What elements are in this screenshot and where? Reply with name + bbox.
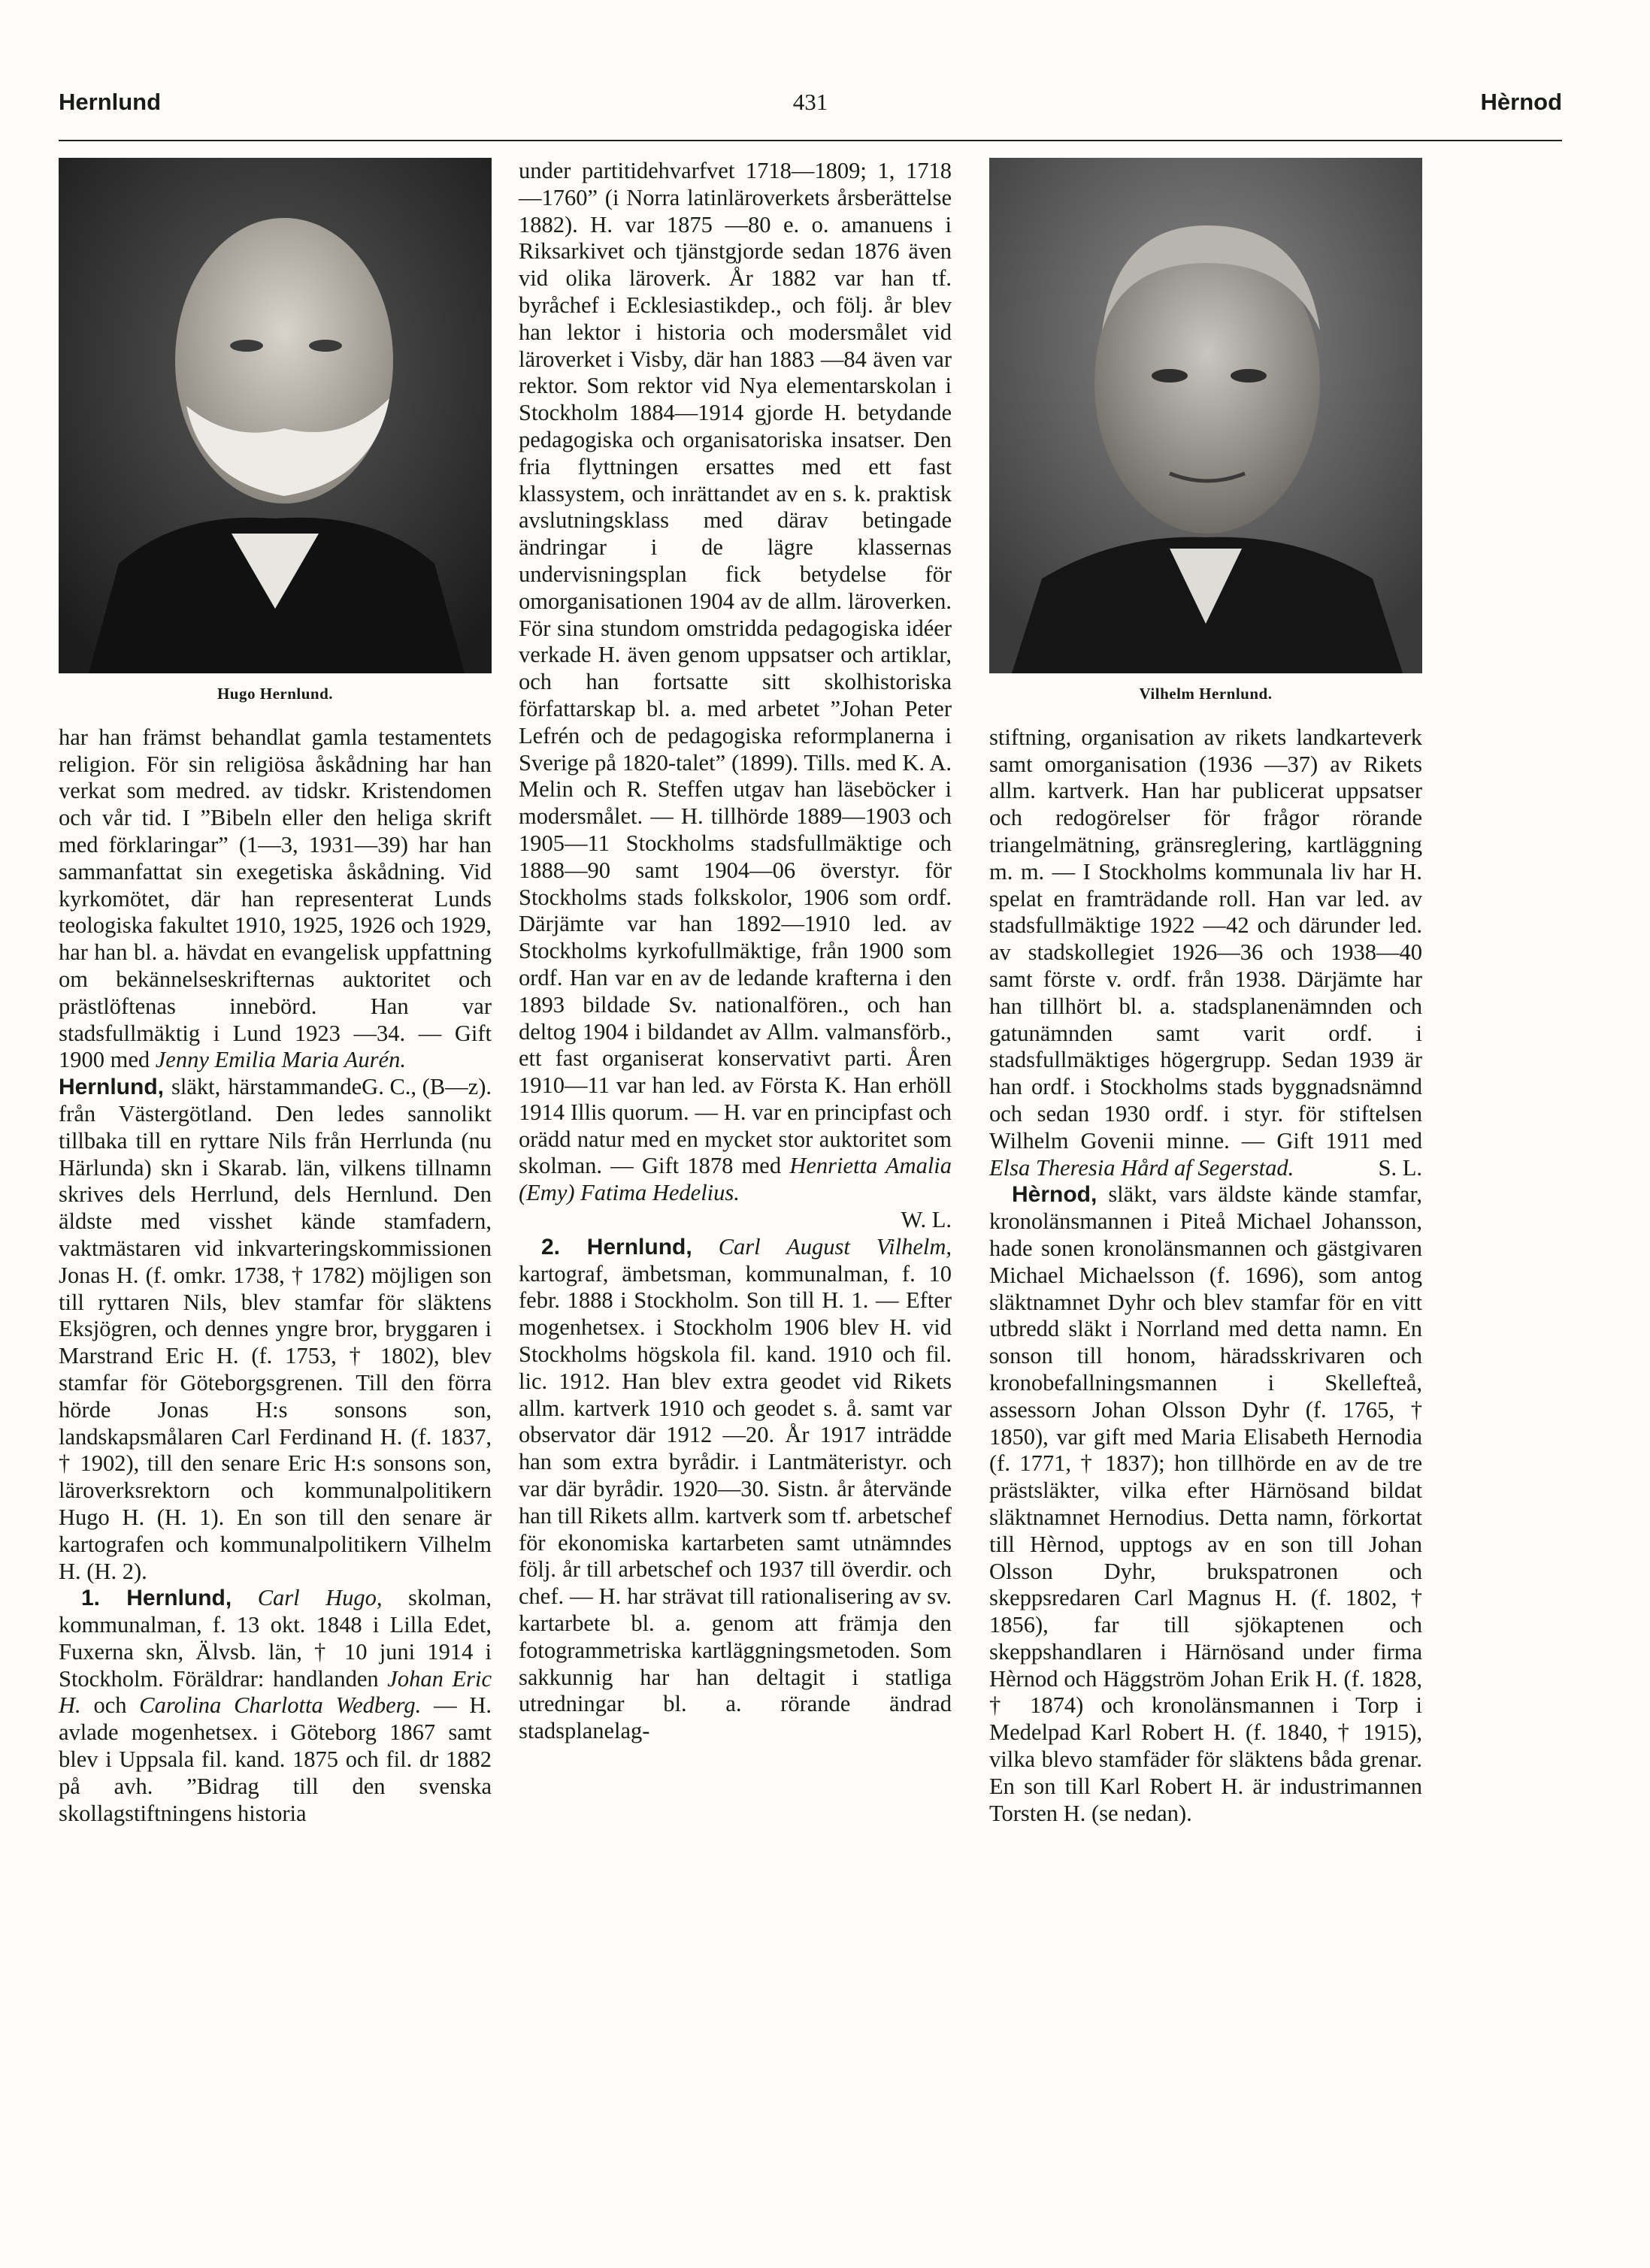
running-header [59,89,1562,134]
column-right [989,158,1422,1827]
header-right-title: Hèrnod [1480,89,1562,115]
portrait-hugo-hernlund [59,158,492,673]
paragraph: 2. Hernlund, Carl August Vilhelm, kartograf, ämbetsman, kommunalman, f. 10 febr. 1888 i Stockholm. Son till H. 1. — Efter mogenhetsex. i Stockholm 1906 blev H. vid Stockholms högskola fil. kand. 1910 och fil. lic. 1912. Han blev extra geodet vid Rikets allm. kartverk 1910 och geodet s. å. samt var observator där 1912 —20. År 1917 inträdde han som extra byrådir. i Lantmäteristyr. och var där byrådir. 1920—30. Sistn. år återvände han till Rikets allm. kartverk som tf. arbetschef för ekonomiska kartarbeten samt utnämndes följ. år till arbetschef och 1937 till överdir. och chef. — H. har strävat till rationalisering av sv. kartarbete bl. a. genom att främja den fotogrammetriska kartläggningsmetoden. Som sakkunnig har han deltagit i statliga utredningar bl. a. rörande ändrad stadsplanelag- [519,1233,952,1744]
paragraph: under partitidehvarfvet 1718—1809; 1, 1718—1760” (i Norra latinläroverkets årsberättelse 1882). H. var 1875 —80 e. o. amanuens i Riksarkivet och tjänstgjorde sedan 1876 även vid olika läroverk. År 1882 var han tf. byråchef i Ecklesiastikdep., och följ. år blev han lektor i historia och modersmålet vid läroverket i Visby, där han 1883 —84 även var rektor. Som rektor vid Nya elementarskolan i Stockholm 1884—1914 gjorde H. betydande pedagogiska och organisatoriska insatser. Den fria flyttningen ersattes med ett fast klassystem, och inrättandet av en s. k. praktisk avslutningsklass med därav betingade ändringar i de lägre klassernas undervisningsplan fick betydelse för omorganisationen 1904 av de allm. läroverken. För sina stundom omstridda pedagogiska idéer verkade H. även genom uppsatser och artiklar, och han fortsatte sitt skolhistoriska författarskap bl. a. med arbetet ”Johan Peter Lefrén och de pedagogiska reformplanerna i Sverige på 1820-talet” (1899). Tills. med K. A. Melin och R. Steffen utgav han läseböcker i modersmålet. — H. tillhörde 1889—1903 och 1905—11 Stockholms stadsfullmäktige och 1888—90 samt 1904—06 överstyr. för Stockholms stads folkskolor, 1906 som ordf. Därjämte var han 1892—1910 led. av Stockholms kyrkofullmäktige, från 1900 som ordf. Han var en av de ledande krafterna i den 1893 bildade Sv. nationalfören., och han deltog 1904 i bildandet av Allm. valmansförb., ett fast organiserat konservativt parti. Åren 1910—11 var han led. av Första K. Han erhöll 1914 Illis quorum. — H. var en principfast och orädd natur med en mycket stor auktoritet som skolman. — Gift 1878 med Henrietta Amalia (Emy) Fatima Hedelius. [519,158,952,1206]
caption-hugo: Hugo Hernlund. [216,685,334,703]
paragraph: Hèrnod, släkt, vars äldste kände stamfar, kronolänsmannen i Piteå Michael Johansson, hade sonen kronolänsmannen och gästgivaren Michael Michaelsson (f. 1696), som antog släktnamnet Dyhr och blev stamfar för en vitt utbredd släkt i Norrland med detta namn. En sonson till honom, häradsskrivaren och kronobefallningsmannen i Skellefteå, assessorn Johan Olsson Dyhr (f. 1765, † 1850), var gift med Maria Elisabeth Hernodia (f. 1771, † 1837); hon tillhörde en av de tre prästsläkter, vilka efter Härnösand bildat släktnamnet Hernodius. Detta namn, förkortat till Hèrnod, upptogs av en son till Johan Olsson Dyhr, brukspatronen och skeppsredaren Carl Magnus H. (f. 1802, † 1856), far till sjökaptenen och skeppshandlaren i Härnösand under firma Hèrnod och Häggström Johan Erik H. (f. 1828, † 1874) och kronolänsmannen i Torp i Medelpad Karl Robert H. (f. 1840, † 1915), vilka blevo stamfäder för släktens båda grenar. En son till Karl Robert H. är industrimannen Torsten H. (se nedan). [989,1181,1423,1826]
page-number: 431 [792,89,828,115]
paragraph: har han främst behandlat gamla testamentets religion. För sin religiösa åskådning har han verkat som medred. av tidskr. Kristendomen och vår tid. I ”Bibeln eller den heliga skrift med förklaringar” (1—3, 1931—39) har han sammanfattat sin exegetiska åskådning. Vid kyrkomötet, där han representerat Lunds teologiska fakultet 1910, 1925, 1926 och 1929, har han bl. a. hävdat en evangelisk uppfattning om bekännelseskrifternas auktoritet och prästlöftenas innebörd. Han var stadsfullmäktig i Lund 1923 —34. — Gift 1900 med Jenny Emilia Maria Aurén. G. C., (B—z). [59,724,492,1100]
paragraph: stiftning, organisation av rikets landkarteverk samt omorganisation (1936 —37) av Rikets allm. kartverk. Han har publicerat uppsatser och redogörelser för frågor rörande triangelmätning, gränsreglering, kartläggning m. m. — I Stockholms kommunala liv har H. spelat en framträdande roll. Han var led. av stadsfullmäktige 1922 —42 och därunder led. av stadskollegiet 1926—36 och 1938—40 samt förste v. ordf. från 1938. Därjämte har han tillhört bl. a. stadsplanenämnden och gatunämnden samt varit ordf. i stadsfullmäktiges högergrupp. Sedan 1939 är han ordf. i Stockholms stads byggnadsnämnd och sedan 1930 ordf. i styr. för stiftelsen Wilhelm Govenii minne. — Gift 1911 med Elsa Theresia Hård af Segerstad. S. L. [989,724,1422,1181]
portrait-hugo-image [59,158,492,673]
paragraph: 1. Hernlund, Carl Hugo, skolman, kommunalman, f. 13 okt. 1848 i Lilla Edet, Fuxerna skn, Älvsb. län, † 10 juni 1914 i Stockholm. Föräldrar: handlanden Johan Eric H. och Carolina Charlotta Wedberg. — H. avlade mogenhetsex. i Göteborg 1867 samt blev i Uppsala fil. kand. 1875 och fil. dr 1882 på avh. ”Bidrag till den svenska skollagstiftningens historia [59,1585,492,1826]
column-left [59,158,492,1827]
portrait-vilhelm-image [989,158,1422,673]
signature: W. L. [901,1207,952,1233]
caption-vilhelm: Vilhelm Hernlund. [1139,685,1273,703]
portrait-vilhelm-hernlund [989,158,1422,673]
column-middle [519,158,952,1745]
paragraph: Hernlund, släkt, härstammande från Västergötland. Den ledes sannolikt tillbaka till en ryttare Nils från Herrlunda (nu Härlunda) skn i Skarab. län, vilkens tillnamn skrives dels Herrlund, dels Hernlund. Den äldste med visshet kände stamfadern, vaktmästaren vid inkvarteringskommissionen Jonas H. (f. omkr. 1738, † 1782) möjligen son till ryttaren Nils, blev stamfar för släktens Eksjögren, och dennes yngre bror, bryggaren i Marstrand Eric H. (f. 1753, † 1802), blev stamfar för Göteborgsgrenen. Till den förra hörde Jonas H:s sonsons son, landskapsmålaren Carl Ferdinand H. (f. 1837, † 1902), till den senare Eric H:s sonsons son, läroverksrektorn och kommunalpolitikern Hugo H. (H. 1). En son till den senare är kartografen och kommunalpolitikern Vilhelm H. (H. 2). [59,1074,492,1584]
header-rule [59,140,1562,141]
header-left-title: Hernlund [59,89,162,115]
